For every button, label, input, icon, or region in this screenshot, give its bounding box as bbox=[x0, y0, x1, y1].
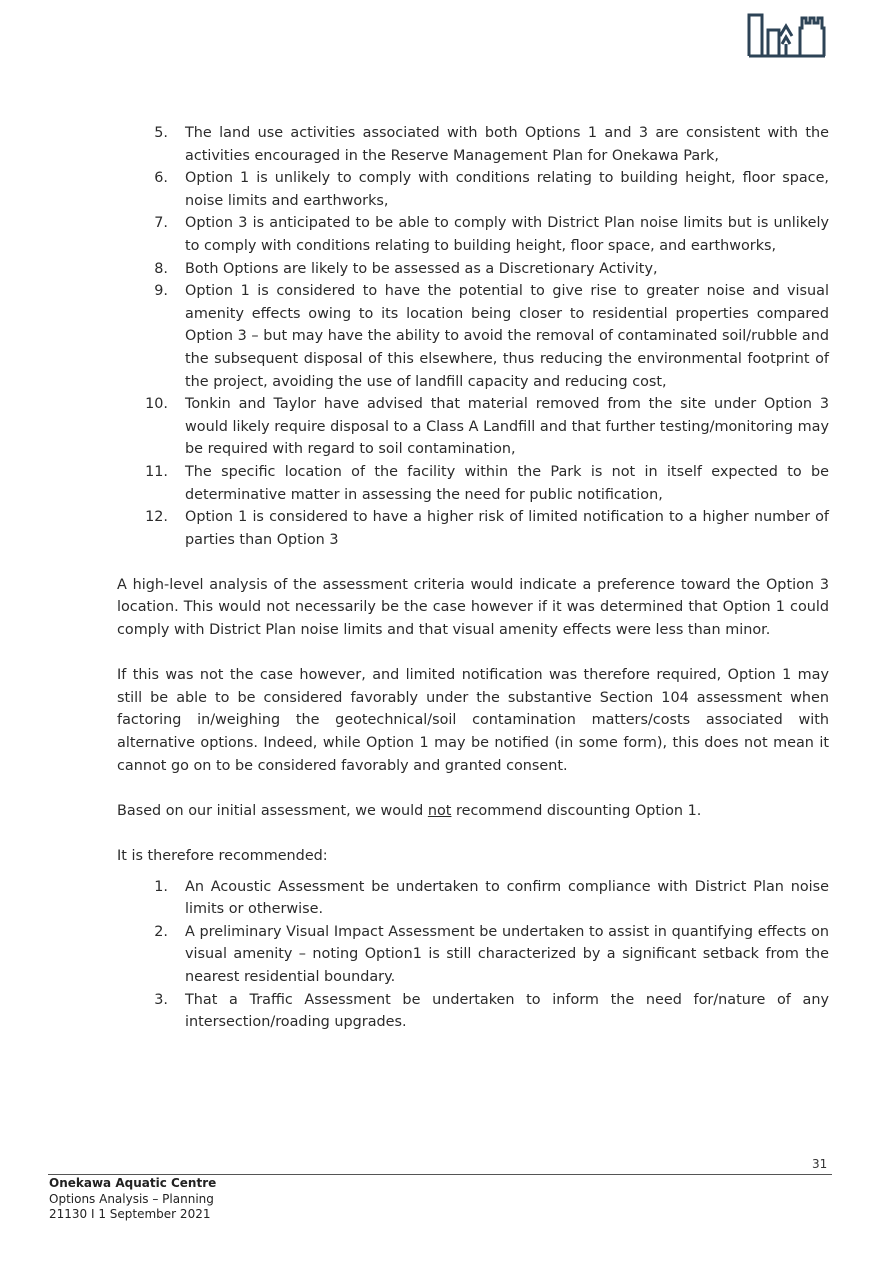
recommendation-text-before: Based on our initial assessment, we would bbox=[117, 802, 428, 819]
list-item: A preliminary Visual Impact Assessment be undertaken to assist in quantifying effects on visual amenity – noting Option1 is still characterized by a significant setback from the nearest residential boundary. bbox=[185, 923, 829, 985]
footer bbox=[49, 1176, 216, 1223]
list-item: That a Traffic Assessment be undertaken to inform the need for/nature of any intersection/roading upgrades. bbox=[185, 991, 829, 1031]
page-number: 31 bbox=[812, 1157, 828, 1171]
footer-divider bbox=[48, 1174, 832, 1175]
findings-list bbox=[117, 122, 829, 551]
list-item: Option 1 is considered to have a higher risk of limited notification to a higher number of parties than Option 3 bbox=[185, 509, 829, 548]
document-body bbox=[117, 122, 829, 1034]
list-item: Option 3 is anticipated to be able to comply with District Plan noise limits but is unlikely to comply with conditions relating to building height, floor space, and earthworks, bbox=[185, 215, 829, 254]
recommended-intro: It is therefore recommended: bbox=[117, 848, 328, 864]
footer-project-title: Onekawa Aquatic Centre bbox=[49, 1176, 217, 1190]
analysis-paragraph: A high-level analysis of the assessment criteria would indicate a preference toward the Option 3 location. This would not necessarily be the case however if it was determined that Option 1 could comply with District Plan noise limits and that visual amenity effects were less than minor. bbox=[117, 576, 829, 639]
list-item: Tonkin and Taylor have advised that material removed from the site under Option 3 would likely require disposal to a Class A Landfill and that further testing/monitoring may be required with regard to soil contamination, bbox=[185, 396, 829, 458]
list-item: The specific location of the facility within the Park is not in itself expected to be determinative matter in assessing the need for public notification, bbox=[185, 463, 829, 503]
list-item: Both Options are likely to be assessed as a Discretionary Activity, bbox=[185, 260, 658, 277]
list-item: Option 1 is unlikely to comply with conditions relating to building height, floor space, noise limits and earthworks, bbox=[185, 170, 829, 209]
recommendations-list bbox=[117, 876, 829, 1034]
list-item: The land use activities associated with both Options 1 and 3 are consistent with the activities encouraged in the Reserve Management Plan for Onekawa Park, bbox=[185, 125, 829, 164]
underlined-not: not bbox=[427, 802, 452, 819]
recommendation-text-after: recommend discounting Option 1. bbox=[451, 802, 702, 819]
footer-document-title: Options Analysis – Planning bbox=[49, 1191, 214, 1206]
list-item: An Acoustic Assessment be undertaken to confirm compliance with District Plan noise limits or otherwise. bbox=[185, 878, 829, 918]
recommendation-paragraph bbox=[117, 800, 829, 823]
list-item: Option 1 is considered to have the potential to give rise to greater noise and visual amenity effects owing to its location being closer to residential properties compared Option 3 – but may have the ability to avoid the removal of contaminated soil/rubble and the subsequent disposal of this elsewhere, thus reducing the environmental footprint of the project, avoiding the use of landfill capacity and reducing cost, bbox=[185, 283, 829, 390]
footer-reference-date: 21130 I 1 September 2021 bbox=[49, 1207, 211, 1221]
notification-paragraph: If this was not the case however, and limited notification was therefore required, Option 1 may still be able to be considered favorably under the substantive Section 104 assessment when factoring in/weighing the geotechnical/soil contamination matters/costs associated with alternative options. Indeed, while Option 1 may be notified (in some form), this does not mean it cannot go on to be considered favorably and granted consent. bbox=[117, 667, 829, 774]
company-logo-icon bbox=[746, 12, 828, 58]
